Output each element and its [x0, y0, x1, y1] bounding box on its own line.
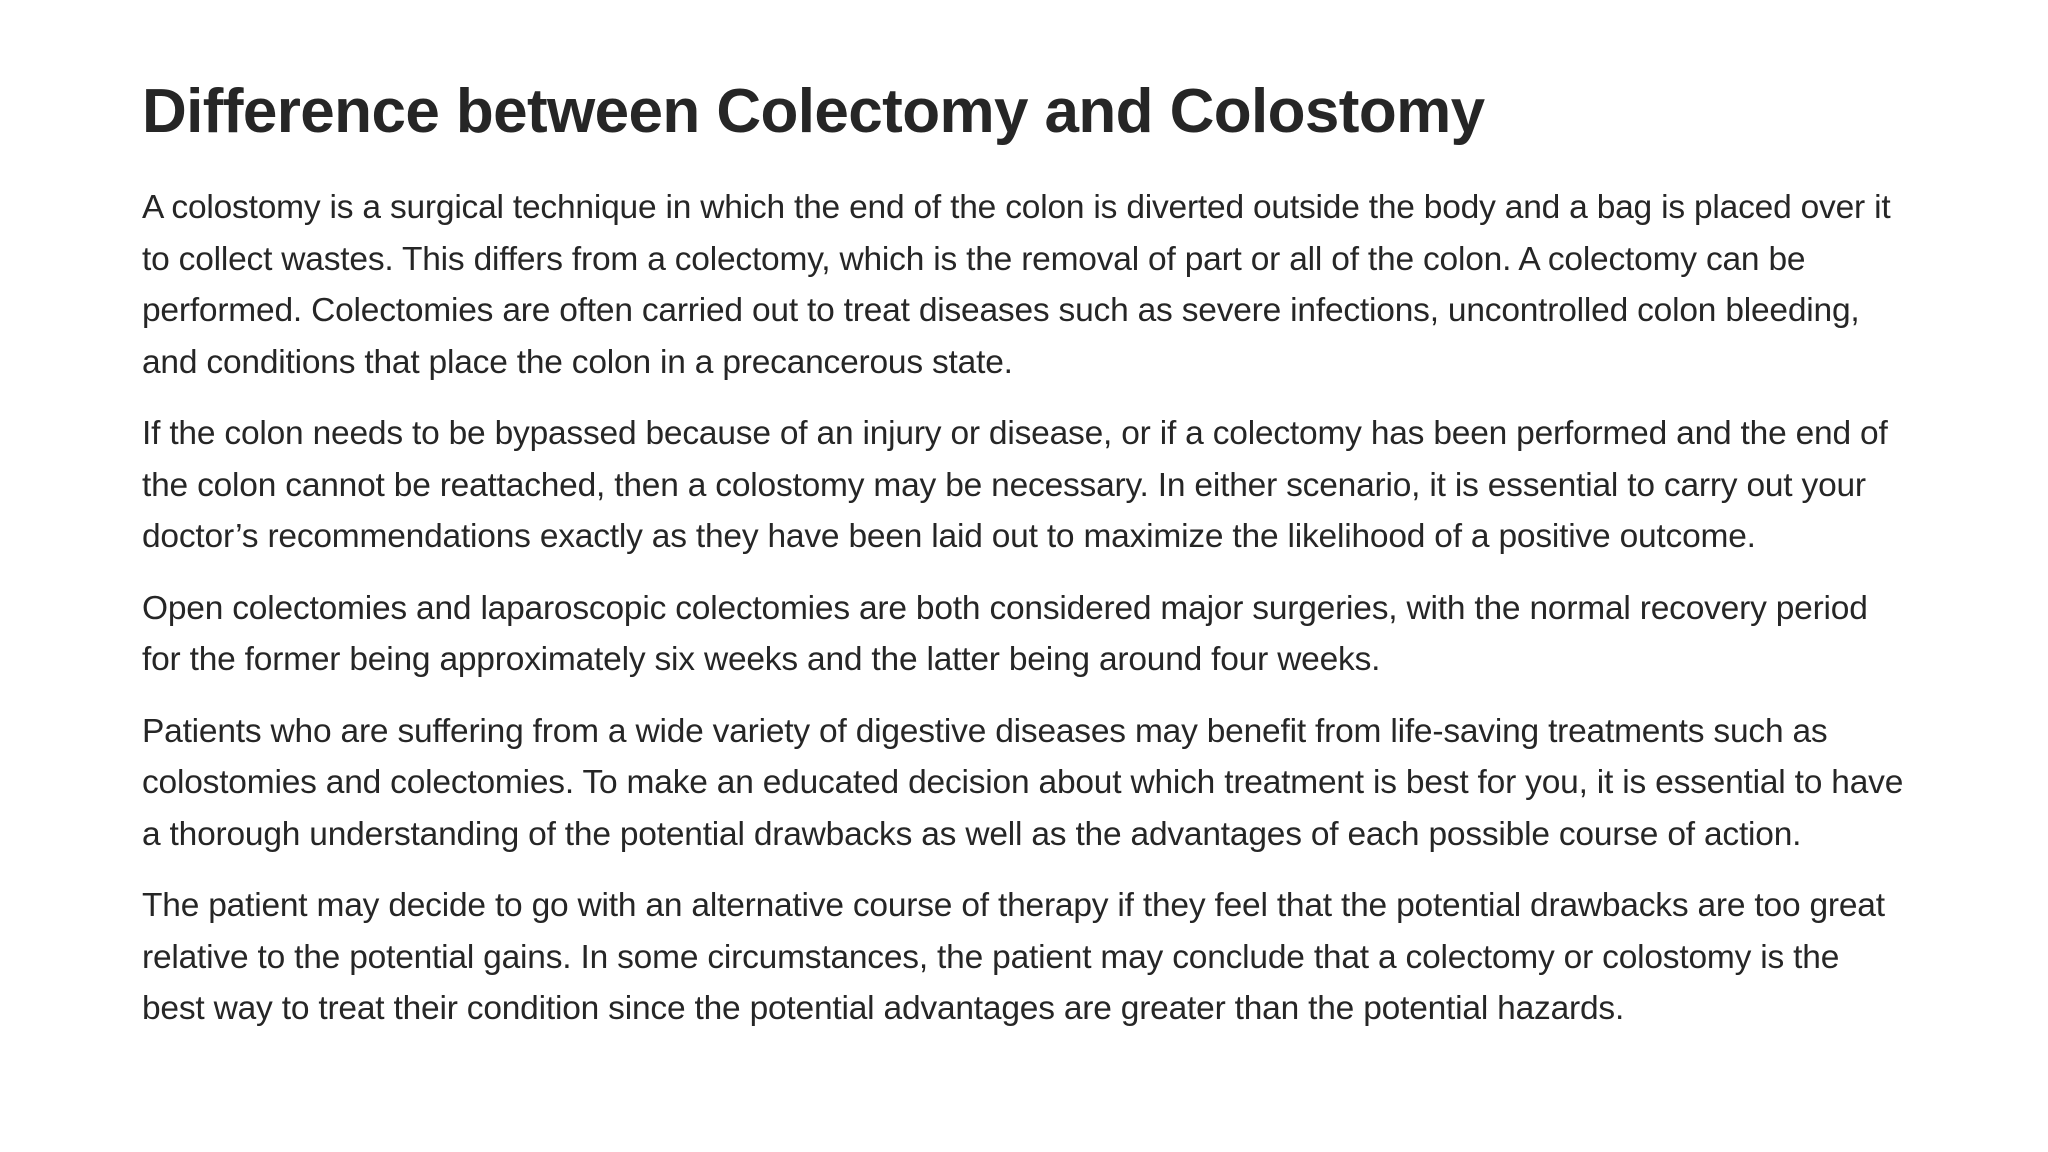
page-title: Difference between Colectomy and Colostomy — [142, 77, 1485, 146]
paragraph-alternative-therapy: The patient may decide to go with an alternative course of therapy if they feel that the potential drawbacks are too great relative to the potential gains. In some circumstances, the patient may conclude that a colectomy or colostomy is the best way to treat their condition since the potential advantages are greater than the potential hazards. — [142, 887, 1885, 1027]
paragraph-colostomy-definition: A colostomy is a surgical technique in which the end of the colon is diverted outside the body and a bag is placed over it to collect wastes. This differs from a colectomy, which is the removal of part or all of the colon. A colectomy can be performed. Colectomies are often carried out to treat diseases such as severe infections, uncontrolled colon bleeding, and conditions that place the colon in a precancerous state. — [142, 189, 1891, 381]
paragraph-treatment-decision: Patients who are suffering from a wide variety of digestive diseases may benefit from life-saving treatments such as colostomies and colectomies. To make an educated decision about which treatment is best for you, it is essential to have a thorough understanding of the potential drawbacks as well as the advantages of each possible course of action. — [142, 712, 1904, 853]
paragraph-recovery-period: Open colectomies and laparoscopic colectomies are both considered major surgeries, with the normal recovery period for the former being approximately six weeks and the latter being around four weeks. — [142, 589, 1868, 678]
paragraph-colostomy-necessity: If the colon needs to be bypassed because of an injury or disease, or if a colectomy has been performed and the end of the colon cannot be reattached, then a colostomy may be necessary. In either scenario, it is essential to carry out your doctor’s recommendations exactly as they have been laid out to maximize the likelihood of a positive outcome. — [142, 415, 1888, 555]
